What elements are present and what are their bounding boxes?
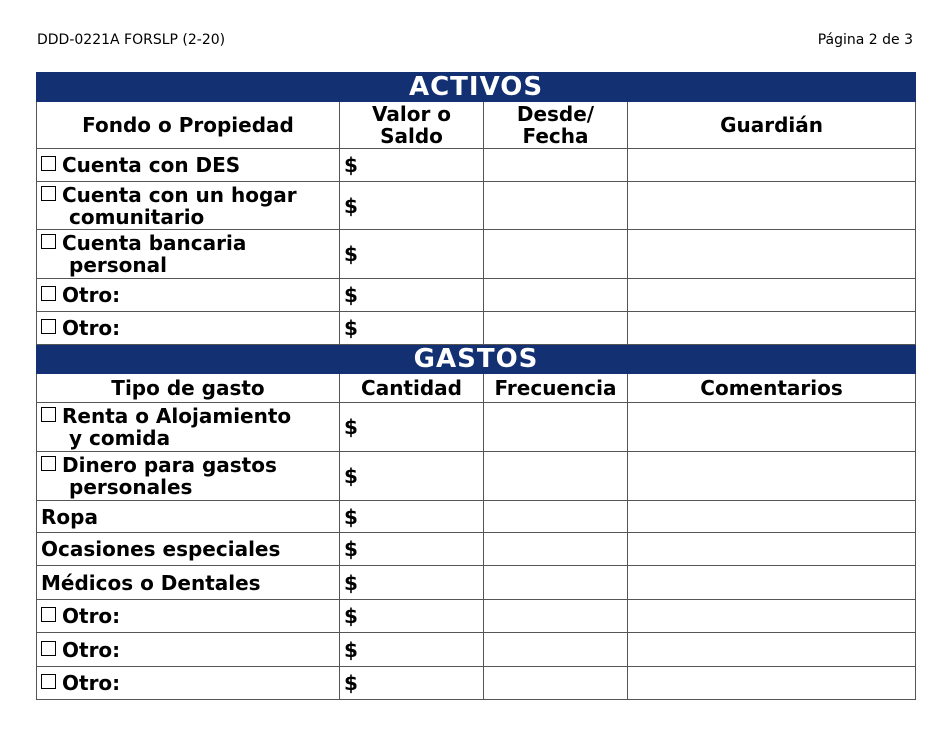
table-row	[37, 566, 916, 600]
row-label: Otro:	[62, 316, 121, 340]
checkbox[interactable]	[41, 607, 56, 622]
comments-cell[interactable]	[628, 600, 916, 633]
assets-expenses-table	[36, 72, 916, 700]
currency-symbol: $	[344, 537, 358, 561]
date-cell[interactable]	[484, 279, 628, 312]
comments-cell[interactable]	[628, 403, 916, 452]
currency-symbol: $	[344, 464, 358, 488]
checkbox[interactable]	[41, 156, 56, 171]
row-label: Renta o Alojamiento	[62, 404, 292, 428]
frequency-cell[interactable]	[484, 533, 628, 566]
col-header-comments: Comentarios	[628, 374, 916, 403]
table-row	[37, 533, 916, 566]
checkbox[interactable]	[41, 286, 56, 301]
table-row	[37, 600, 916, 633]
frequency-cell[interactable]	[484, 667, 628, 700]
comments-cell[interactable]	[628, 452, 916, 501]
comments-cell[interactable]	[628, 633, 916, 667]
table-row	[37, 230, 916, 279]
col-header-expense-type: Tipo de gasto	[37, 374, 340, 403]
currency-symbol: $	[344, 637, 358, 662]
table-row	[37, 149, 916, 182]
currency-symbol: $	[344, 570, 358, 595]
row-label: Otro:	[62, 637, 121, 662]
table-row	[37, 667, 916, 700]
date-cell[interactable]	[484, 182, 628, 230]
frequency-cell[interactable]	[484, 452, 628, 501]
currency-symbol: $	[344, 193, 358, 218]
currency-symbol: $	[344, 415, 358, 439]
table-row	[37, 501, 916, 533]
frequency-cell[interactable]	[484, 566, 628, 600]
row-label: Médicos o Dentales	[41, 570, 261, 595]
table-row	[37, 452, 916, 501]
row-label: Ocasiones especiales	[41, 537, 281, 561]
guardian-cell[interactable]	[628, 149, 916, 182]
currency-symbol: $	[344, 283, 358, 307]
currency-symbol: $	[344, 604, 358, 628]
currency-symbol: $	[344, 671, 358, 695]
checkbox[interactable]	[41, 407, 56, 422]
row-label: Dinero para gastos	[62, 453, 277, 477]
comments-cell[interactable]	[628, 501, 916, 533]
col-header-frequency: Frecuencia	[484, 374, 628, 403]
row-label-cont: personales	[69, 475, 193, 499]
currency-symbol: $	[344, 242, 358, 266]
row-label: Cuenta bancaria	[62, 231, 247, 255]
frequency-cell[interactable]	[484, 600, 628, 633]
comments-cell[interactable]	[628, 667, 916, 700]
currency-symbol: $	[344, 316, 358, 340]
row-label-cont: comunitario	[69, 204, 205, 229]
row-label: Otro:	[62, 604, 121, 628]
row-label: Otro:	[62, 283, 121, 307]
table-row	[37, 182, 916, 230]
guardian-cell[interactable]	[628, 230, 916, 279]
checkbox[interactable]	[41, 186, 56, 201]
table-row	[37, 633, 916, 667]
table-row	[37, 403, 916, 452]
page-number: Página 2 de 3	[817, 32, 913, 48]
col-header-value: Valor o Saldo	[340, 102, 484, 149]
checkbox[interactable]	[41, 641, 56, 656]
guardian-cell[interactable]	[628, 279, 916, 312]
row-label: Otro:	[62, 671, 121, 695]
currency-symbol: $	[344, 504, 358, 529]
table-row	[37, 279, 916, 312]
gastos-section-title: GASTOS	[37, 345, 916, 374]
frequency-cell[interactable]	[484, 633, 628, 667]
activos-section-title: ACTIVOS	[37, 73, 916, 102]
comments-cell[interactable]	[628, 533, 916, 566]
currency-symbol: $	[344, 153, 358, 177]
form-id: DDD-0221A FORSLP (2-20)	[37, 32, 226, 48]
guardian-cell[interactable]	[628, 312, 916, 345]
checkbox[interactable]	[41, 674, 56, 689]
comments-cell[interactable]	[628, 566, 916, 600]
checkbox[interactable]	[41, 234, 56, 249]
col-header-guardian: Guardián	[628, 102, 916, 149]
checkbox[interactable]	[41, 456, 56, 471]
col-header-amount: Cantidad	[340, 374, 484, 403]
date-cell[interactable]	[484, 149, 628, 182]
row-label-cont: personal	[69, 253, 167, 277]
row-label-cont: y comida	[69, 426, 171, 450]
date-cell[interactable]	[484, 312, 628, 345]
table-row	[37, 312, 916, 345]
date-cell[interactable]	[484, 230, 628, 279]
page-header	[37, 32, 913, 52]
checkbox[interactable]	[41, 319, 56, 334]
row-label: Cuenta con DES	[62, 153, 241, 177]
guardian-cell[interactable]	[628, 182, 916, 230]
frequency-cell[interactable]	[484, 501, 628, 533]
row-label: Cuenta con un hogar	[62, 182, 297, 207]
col-header-date: Desde/ Fecha	[484, 102, 628, 149]
row-label: Ropa	[41, 504, 98, 529]
col-header-fund: Fondo o Propiedad	[37, 102, 340, 149]
frequency-cell[interactable]	[484, 403, 628, 452]
